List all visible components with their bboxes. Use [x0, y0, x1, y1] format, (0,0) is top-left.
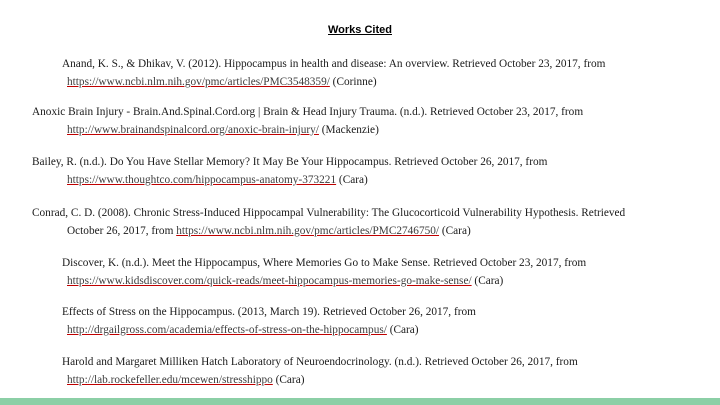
page-title: Works Cited — [328, 24, 392, 36]
author-note: (Cara) — [272, 374, 305, 386]
citation-bailey — [32, 153, 547, 189]
citation-text: Effects of Stress on the Hippocampus. (2013, March 19). Retrieved October 26, 2017, from — [62, 306, 476, 318]
slide-bottom-bar — [0, 398, 720, 405]
citation-text: Discover, K. (n.d.). Meet the Hippocampus, Where Memories Go to Make Sense. Retrieved October 23, 2017, from — [62, 257, 587, 269]
citation-text: Anand, K. S., & Dhikav, V. (2012). Hippocampus in health and disease: An overview. Retrieved October 23, 2017, from — [62, 58, 606, 70]
citation-link[interactable]: http://drgailgross.com/academia/effects-of-stress-on-the-hippocampus/ — [67, 324, 387, 336]
citation-hatch-lab — [62, 353, 578, 389]
citation-text: Anoxic Brain Injury - Brain.And.Spinal.Cord.org | Brain & Head Injury Trauma. (n.d.). Retrieved October 23, 2017, from — [32, 106, 584, 118]
citation-text: Bailey, R. (n.d.). Do You Have Stellar Memory? It May Be Your Hippocampus. Retrieved October 26, 2017, from — [32, 156, 548, 168]
citation-text-cont: October 26, 2017, from — [67, 225, 177, 237]
citation-link[interactable]: https://www.kidsdiscover.com/quick-reads/meet-hippocampus-memories-go-make-sense/ — [67, 275, 472, 287]
citation-link[interactable]: https://www.ncbi.nlm.nih.gov/pmc/articles/PMC2746750/ — [176, 225, 440, 237]
citation-discover — [62, 254, 586, 290]
author-note: (Mackenzie) — [318, 124, 379, 136]
citation-anoxic — [32, 103, 583, 139]
citation-conrad — [32, 204, 625, 240]
author-note: (Cara) — [386, 324, 419, 336]
author-note: (Cara) — [336, 174, 368, 186]
author-note: (Cara) — [439, 225, 471, 237]
author-note: (Corinne) — [329, 76, 377, 88]
author-note: (Cara) — [471, 275, 504, 287]
citation-text: Conrad, C. D. (2008). Chronic Stress-Induced Hippocampal Vulnerability: The Glucocorticoid Vulnerability Hypothesis. Retrieved — [32, 207, 626, 219]
citation-anand — [62, 55, 605, 91]
citation-text: Harold and Margaret Milliken Hatch Laboratory of Neuroendocrinology. (n.d.). Retrieved October 26, 2017, from — [62, 356, 578, 368]
citation-link[interactable]: http://www.brainandspinalcord.org/anoxic-brain-injury/ — [67, 124, 319, 136]
citation-link[interactable]: https://www.ncbi.nlm.nih.gov/pmc/articles/PMC3548359/ — [67, 76, 330, 88]
citation-link[interactable]: https://www.thoughtco.com/hippocampus-anatomy-373221 — [67, 174, 337, 186]
citation-effects-of-stress — [62, 303, 476, 339]
citation-link[interactable]: http://lab.rockefeller.edu/mcewen/stresshippo — [67, 374, 273, 386]
